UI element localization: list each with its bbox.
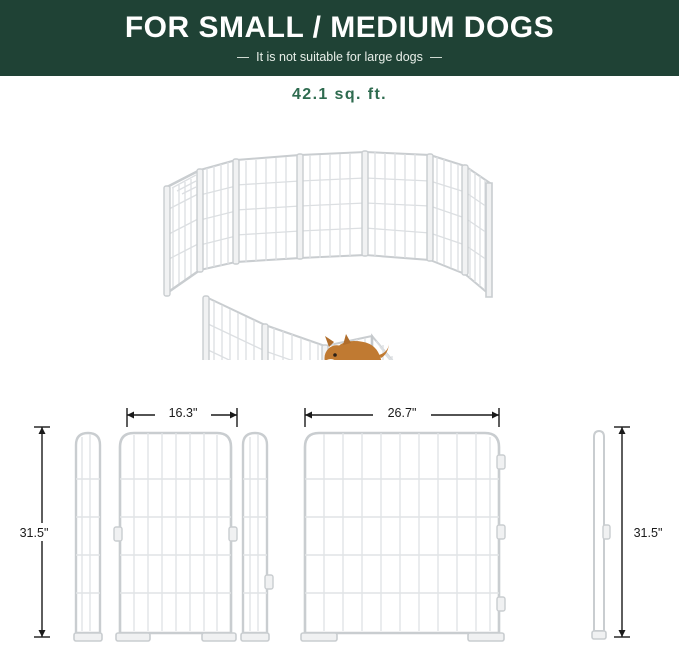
panel-front-left xyxy=(206,297,265,360)
right-height-label: 31.5" xyxy=(633,526,663,540)
page-title: FOR SMALL / MEDIUM DOGS xyxy=(124,10,555,44)
dimension-left-height xyxy=(10,427,58,637)
dimension-right-height xyxy=(614,427,672,637)
panel-narrow-center xyxy=(114,433,237,641)
left-height-label: 31.5" xyxy=(19,526,49,540)
panel-top-left xyxy=(236,155,300,262)
wide-width-label: 26.7" xyxy=(387,406,417,420)
panel-right-back xyxy=(430,155,465,274)
panel-front-right xyxy=(428,295,490,360)
dimension-narrow-width xyxy=(127,404,237,427)
panel-top-right xyxy=(365,152,430,260)
page-subtitle: It is not suitable for large dogs xyxy=(256,50,423,65)
spec-diagram xyxy=(0,375,679,650)
narrow-panel-group xyxy=(10,404,273,641)
dash-right-decoration xyxy=(430,57,442,58)
dimension-wide-width xyxy=(305,404,499,427)
subtitle-row xyxy=(230,50,449,64)
dash-left-decoration xyxy=(237,57,249,58)
panel-side-profile xyxy=(592,431,610,639)
panel-narrow-side-right xyxy=(241,433,273,641)
panel-wide xyxy=(301,433,505,641)
wide-panel-group xyxy=(301,404,505,641)
playpen-perspective-svg xyxy=(0,115,679,360)
panel-narrow-side-left xyxy=(74,433,102,641)
playpen-group xyxy=(164,151,492,360)
side-profile-group xyxy=(592,427,672,639)
panel-front-left-2 xyxy=(265,325,325,360)
area-label: 42.1 sq. ft. xyxy=(291,86,388,103)
narrow-width-label: 16.3" xyxy=(168,406,198,420)
post-right xyxy=(486,183,492,297)
panel-left-front xyxy=(200,160,236,270)
header-banner xyxy=(0,0,679,76)
panel-top-middle xyxy=(300,152,365,258)
spec-diagram-svg xyxy=(0,375,679,650)
panel-back-left xyxy=(167,170,200,293)
hero-illustration xyxy=(0,115,679,360)
